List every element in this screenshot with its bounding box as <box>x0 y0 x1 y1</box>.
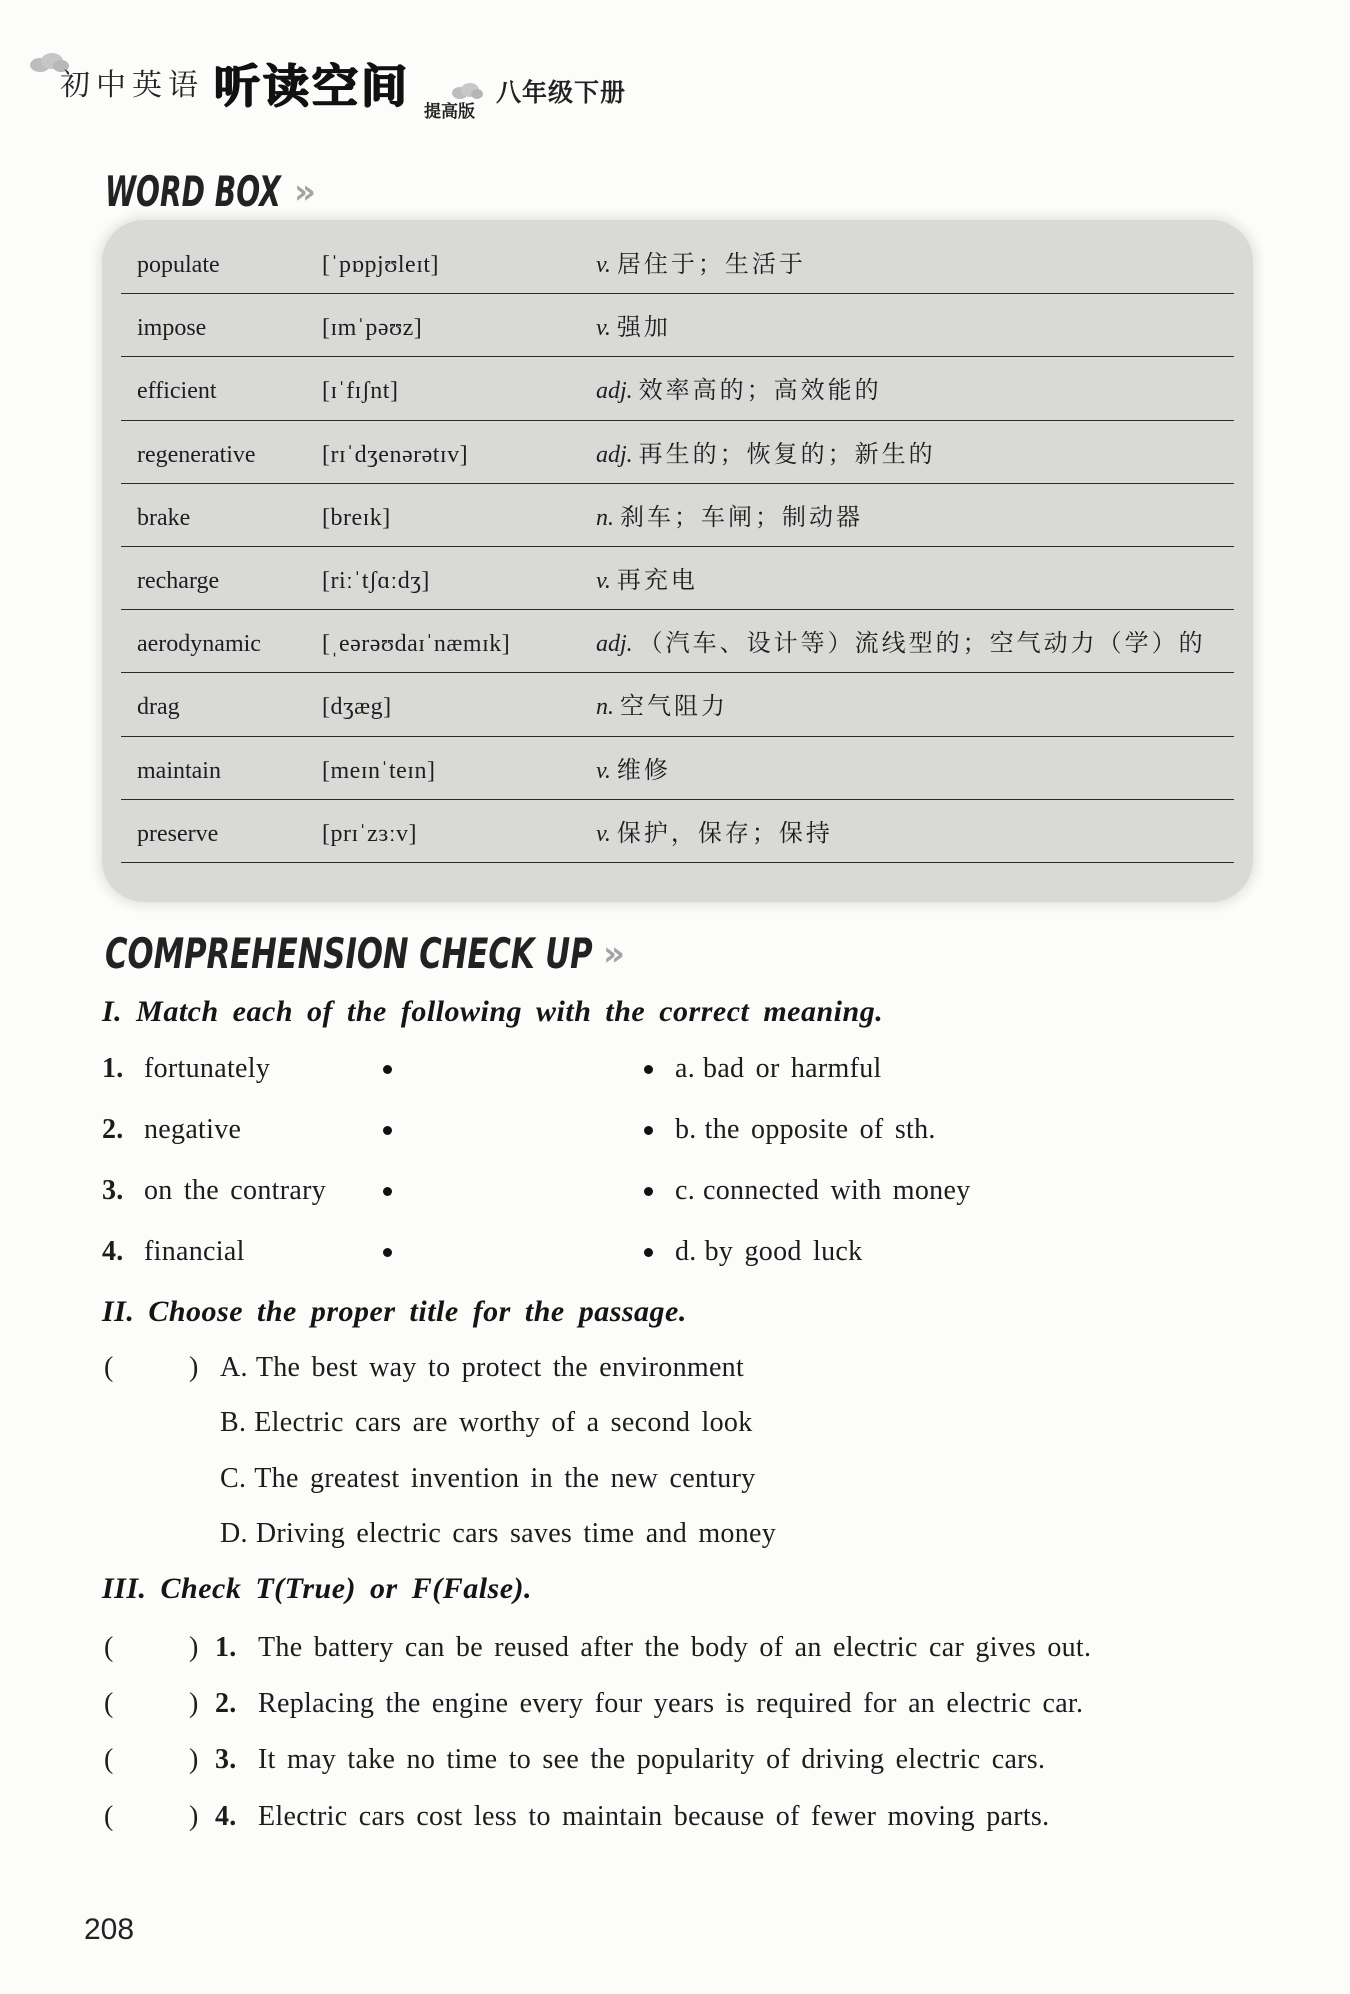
true-false-item <box>0 1799 1350 1835</box>
match-dot-right <box>644 1126 653 1135</box>
part-of-speech: adj. <box>596 631 633 658</box>
brand-logo: 听读空间 <box>214 59 410 113</box>
statement-text: Electric cars cost less to maintain because of fewer moving parts. <box>258 1801 1050 1832</box>
meaning: 空气阻力 <box>620 694 728 721</box>
item-number: 1. <box>102 1053 124 1084</box>
meaning-letter: c. <box>675 1175 696 1206</box>
word: drag <box>137 694 180 721</box>
definition <box>596 373 882 409</box>
word-row <box>121 800 1234 863</box>
meaning-text: bad or harmful <box>703 1053 882 1084</box>
definition <box>596 247 806 283</box>
title-option <box>220 1461 756 1497</box>
part-of-speech: v. <box>596 315 611 342</box>
part-of-speech: adj. <box>596 378 633 405</box>
word: populate <box>137 252 220 278</box>
match-dot-right <box>644 1248 653 1257</box>
option-text: Electric cars are worthy of a second look <box>254 1407 753 1438</box>
statement-text: Replacing the engine every four years is required for an electric car. <box>258 1688 1084 1719</box>
phonetic: [meɪnˈteɪn] <box>322 757 436 784</box>
part-of-speech: v. <box>596 757 611 784</box>
option-letter: B. <box>220 1407 247 1438</box>
phonetic: [rɪˈdʒenərətɪv] <box>322 441 469 468</box>
part1-heading: I. Match each of the following with the correct meaning. <box>102 995 884 1028</box>
cloud-icon <box>450 82 484 105</box>
title-option-row <box>0 1405 1350 1441</box>
option-text: Driving electric cars saves time and money <box>255 1518 777 1549</box>
definition <box>596 310 671 346</box>
phonetic: [ˈpɒpjʊleɪt] <box>322 252 440 278</box>
match-row <box>0 1051 1350 1087</box>
word-row <box>121 421 1234 484</box>
meaning: 刹车；车闸；制动器 <box>620 504 863 531</box>
word-row <box>121 357 1234 420</box>
answer-paren-close: ) <box>189 1632 199 1663</box>
part2-heading: II. Choose the proper title for the passage. <box>102 1295 687 1328</box>
title-option <box>220 1350 744 1386</box>
match-meaning <box>675 1051 882 1087</box>
meaning-letter: d. <box>675 1236 697 1267</box>
item-number: 3. <box>102 1175 124 1206</box>
answer-paren-close: ) <box>189 1688 199 1719</box>
option-letter: D. <box>220 1518 248 1549</box>
match-term: financial <box>144 1236 245 1267</box>
title-option <box>220 1405 753 1441</box>
match-dot-left <box>383 1126 392 1135</box>
match-term: on the contrary <box>144 1175 326 1206</box>
page-number: 208 <box>84 1913 135 1946</box>
match-term: fortunately <box>144 1053 271 1084</box>
part-of-speech: v. <box>596 820 611 847</box>
statement-text: It may take no time to see the popularity of driving electric cars. <box>258 1744 1046 1775</box>
phonetic: [ɪmˈpəʊz] <box>322 315 423 342</box>
item-number: 4. <box>215 1801 237 1832</box>
comprehension-title: COMPREHENSION CHECK UP <box>105 929 593 978</box>
match-dot-right <box>644 1065 653 1074</box>
option-letter: A. <box>220 1352 248 1383</box>
statement-text: The battery can be reused after the body of an electric car gives out. <box>258 1632 1092 1663</box>
item-number: 3. <box>215 1744 237 1775</box>
part-of-speech: adj. <box>596 441 633 468</box>
phonetic: [breɪk] <box>322 504 391 531</box>
meaning-text: connected with money <box>703 1175 971 1206</box>
word: impose <box>137 315 207 342</box>
definition <box>596 437 936 473</box>
word: regenerative <box>137 441 256 468</box>
phonetic: [riːˈtʃɑːdʒ] <box>322 567 430 594</box>
answer-paren-close: ) <box>189 1352 199 1383</box>
match-term: negative <box>144 1114 242 1145</box>
item-number: 4. <box>102 1236 124 1267</box>
answer-paren-open: ( <box>104 1744 114 1775</box>
true-false-item <box>0 1630 1350 1666</box>
match-row <box>0 1173 1350 1209</box>
phonetic: [dʒæg] <box>322 694 392 721</box>
part3-heading: III. Check T(True) or F(False). <box>102 1572 533 1605</box>
meaning-text: by good luck <box>704 1236 863 1267</box>
item-number: 1. <box>215 1632 237 1663</box>
word: efficient <box>137 378 217 405</box>
meaning: 保护，保存；保持 <box>616 820 833 847</box>
title-option-row <box>0 1350 1350 1386</box>
series-title: 初中英语 <box>60 68 204 103</box>
true-false-item <box>0 1742 1350 1778</box>
meaning-letter: b. <box>675 1114 697 1145</box>
word-list <box>121 231 1234 863</box>
definition <box>596 500 863 536</box>
meaning-letter: a. <box>675 1053 696 1084</box>
edition-label: 提高版 <box>424 102 475 122</box>
meaning: 再充电 <box>616 567 698 594</box>
meaning: （汽车、设计等）流线型的；空气动力（学）的 <box>638 631 1206 658</box>
word-row <box>121 484 1234 547</box>
title-option <box>220 1516 776 1552</box>
definition <box>596 689 728 725</box>
word-row <box>121 294 1234 357</box>
match-meaning <box>675 1173 971 1209</box>
phonetic: [ɪˈfɪʃnt] <box>322 378 399 405</box>
word-row <box>121 231 1234 294</box>
item-number: 2. <box>215 1688 237 1719</box>
meaning: 强加 <box>616 315 671 342</box>
option-text: The best way to protect the environment <box>255 1352 745 1383</box>
match-row <box>0 1112 1350 1148</box>
part-of-speech: v. <box>596 567 611 594</box>
double-chevron-icon: » <box>603 934 625 974</box>
word: recharge <box>137 567 220 594</box>
option-text: The greatest invention in the new century <box>254 1463 756 1494</box>
word-row <box>121 610 1234 673</box>
answer-paren-open: ( <box>104 1688 114 1719</box>
item-number: 2. <box>102 1114 124 1145</box>
phonetic: [ˌeərəʊdaɪˈnæmɪk] <box>322 631 511 658</box>
answer-paren-open: ( <box>104 1632 114 1663</box>
part-of-speech: n. <box>596 504 614 531</box>
match-dot-left <box>383 1065 392 1074</box>
meaning: 再生的；恢复的；新生的 <box>638 441 936 468</box>
meaning: 维修 <box>616 757 671 784</box>
match-meaning <box>675 1234 862 1270</box>
part-of-speech: v. <box>596 252 611 278</box>
double-chevron-icon: » <box>294 172 316 212</box>
word-row <box>121 737 1234 800</box>
match-meaning <box>675 1112 936 1148</box>
word: maintain <box>137 757 221 784</box>
title-option-row <box>0 1461 1350 1497</box>
title-option-row <box>0 1516 1350 1552</box>
answer-paren-open: ( <box>104 1352 114 1383</box>
definition <box>596 753 671 789</box>
definition <box>596 626 1206 662</box>
answer-paren-close: ) <box>189 1744 199 1775</box>
phonetic: [prɪˈzɜːv] <box>322 820 418 847</box>
definition <box>596 563 698 599</box>
part-of-speech: n. <box>596 694 614 721</box>
true-false-item <box>0 1686 1350 1722</box>
answer-paren-open: ( <box>104 1801 114 1832</box>
word-row <box>121 547 1234 610</box>
meaning: 居住于；生活于 <box>616 252 806 278</box>
word-row <box>121 673 1234 736</box>
option-letter: C. <box>220 1463 247 1494</box>
definition <box>596 816 833 852</box>
word: brake <box>137 504 191 531</box>
match-row <box>0 1234 1350 1270</box>
match-dot-left <box>383 1248 392 1257</box>
answer-paren-close: ) <box>189 1801 199 1832</box>
match-dot-right <box>644 1187 653 1196</box>
grade-label: 八年级下册 <box>496 78 627 107</box>
meaning-text: the opposite of sth. <box>704 1114 936 1145</box>
match-dot-left <box>383 1187 392 1196</box>
meaning: 效率高的；高效能的 <box>638 378 882 405</box>
word: preserve <box>137 820 219 847</box>
word-box-title: WORD BOX <box>105 167 281 216</box>
word: aerodynamic <box>137 631 261 658</box>
